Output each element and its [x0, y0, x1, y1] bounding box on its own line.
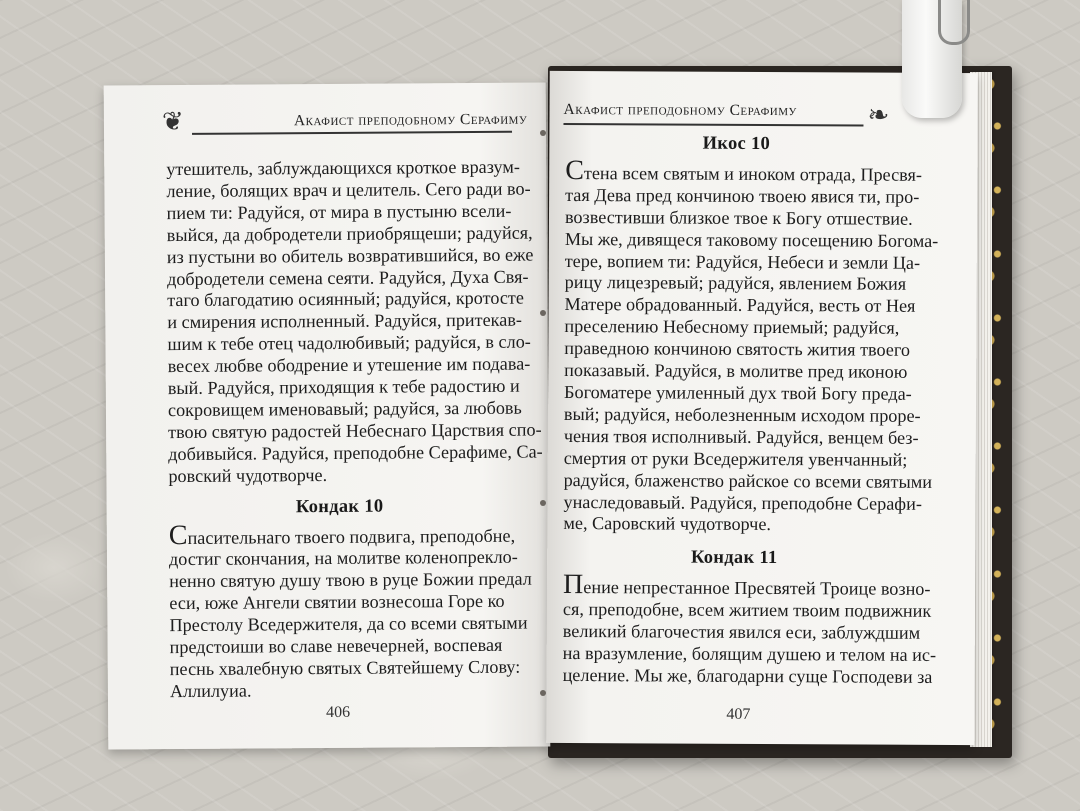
- clip-ring: [938, 0, 970, 45]
- text-line: шим к тебе отец чадолюбивый; радуйся, в сло-: [167, 331, 531, 355]
- text-line: сокровищем именовавый; радуйся, за любовь: [167, 397, 522, 421]
- text-line: твою святую радостей Небеснаго Царствия спо-: [168, 419, 542, 442]
- text-line: таго благодатию осиянный; радуйся, кротосте: [167, 288, 524, 311]
- section-heading: Икос 10: [702, 133, 771, 155]
- text-line: предстоиши во славе невечерней, воспевая: [169, 634, 503, 658]
- text-line: унаследовавый. Радуйся, преподобне Серафи-: [563, 491, 922, 514]
- right-body-text: [562, 133, 939, 689]
- binding-stitch: [540, 500, 546, 506]
- binding-stitch: [540, 130, 546, 136]
- text-line: песнь хвалебную святых Святейшему Слову:: [169, 656, 521, 680]
- text-line: Аллилуиа.: [169, 680, 252, 701]
- text-line: рицу лицезревый; радуйся, явлением Божия: [564, 272, 907, 295]
- text-line: весех любве ободрение и утешение им подава-: [167, 353, 531, 377]
- text-line: Богоматере умиленный дух твой Богу преда-: [564, 381, 912, 404]
- text-line: праведною кончиною святость жития твоего: [564, 338, 911, 360]
- text-line: еси, юже Ангели святии вознесоша Горе ко: [169, 590, 505, 614]
- drop-cap: С: [168, 519, 188, 551]
- text-line: ление, болящих врач и целитель. Сего ради во-: [166, 178, 531, 202]
- running-header: Акафист преподобному Серафиму: [293, 110, 528, 130]
- text-line: Матере обрадованный. Радуйся, весть от Нея: [564, 294, 916, 317]
- page-number: 407: [726, 705, 751, 723]
- text-line: радуйся, блаженство райское со всеми святыми: [563, 469, 933, 492]
- section-heading: Кондак 11: [690, 547, 778, 569]
- binding-stitch: [540, 690, 546, 696]
- text-line: тая Дева пред кончиною твоею явися ти, про-: [565, 184, 920, 207]
- binding-stitch: [540, 310, 546, 316]
- section-heading: Кондак 10: [295, 496, 384, 517]
- running-header: Акафист преподобному Серафиму: [563, 100, 797, 120]
- text-line: на вразумление, болящим душею и телом на ис-: [562, 642, 937, 665]
- text-line: и смирения исполненный. Радуйся, притекав-: [167, 309, 522, 333]
- text-line: Мы же, дивящеся таковому посещению Богома-: [564, 228, 939, 251]
- text-line-rest: ение непрестанное Пресвятей Троице возно-: [583, 577, 931, 600]
- text-line: из пустыни во обитель возвратившийся, во еже: [166, 244, 534, 267]
- text-line: утешитель, заблуждающихся кроткое вразум-: [166, 156, 520, 180]
- text-line: добродетели семена сеяти. Радуйся, Духа Свя-: [166, 266, 529, 289]
- text-line: великий благочестия явился еси, заблуждшим: [562, 620, 921, 643]
- scroll-ornament-icon: ❦: [161, 106, 184, 137]
- text-line: ровский чудотворче.: [168, 464, 328, 486]
- text-line: [562, 569, 931, 601]
- text-line-rest: пасительнаго твоего подвига, преподобне,: [187, 525, 516, 548]
- text-line: возвестивши близкое твое к Богу отшествие.: [564, 206, 913, 229]
- text-line: тере, вопием ти: Радуйся, Небеси и земли Ца-: [564, 250, 921, 273]
- text-line: [565, 154, 923, 187]
- text-line: преселению Небесному приемый; радуйся,: [564, 316, 900, 338]
- text-line: чения твоя исполнивый. Радуйся, венцем без-: [563, 425, 919, 448]
- text-line: смертия от руки Вседержителя увенчанный;: [563, 447, 908, 470]
- page-number: 406: [326, 703, 351, 722]
- text-line: пием ти: Радуйся, от мира в пустыню всели-: [166, 200, 512, 223]
- drop-cap: П: [562, 569, 584, 601]
- text-line: ненно святую душу твою в руце Божии предал: [169, 568, 532, 592]
- left-page: [104, 82, 551, 749]
- text-line: [168, 519, 516, 551]
- text-line: выйся, да добродетели приобрящеши; радуйся,: [166, 222, 533, 245]
- text-line: ся, преподобне, всем житием твоим подвижник: [562, 599, 932, 622]
- right-page: [546, 71, 978, 745]
- text-line: вый; радуйся, неболезненным исходом проре-: [563, 403, 921, 426]
- text-line: вый. Радуйся, приходящия к тебе радостию и: [167, 375, 520, 399]
- header-rule: [192, 131, 512, 135]
- text-line: достиг скончания, на молитве коленопрекло-: [168, 547, 518, 570]
- text-line: целение. Мы же, благодарни суще Господеви за: [562, 664, 933, 687]
- scroll-ornament-icon: ❧: [867, 100, 890, 130]
- text-line-rest: тена всем святым и иноком отрада, Пресвя-: [583, 162, 923, 185]
- header-rule: [563, 123, 863, 126]
- text-line: добивыйся. Радуйся, преподобне Серафиме, Са-: [168, 441, 543, 464]
- left-body-text: [166, 156, 543, 703]
- text-line: ме, Саровский чудотворче.: [563, 513, 772, 535]
- text-line: показавый. Радуйся, в молитве пред иконою: [564, 360, 908, 382]
- drop-cap: С: [565, 154, 585, 186]
- text-line: Престолу Вседержителя, да со всеми святыми: [169, 612, 528, 636]
- book-clip-icon: [880, 0, 972, 130]
